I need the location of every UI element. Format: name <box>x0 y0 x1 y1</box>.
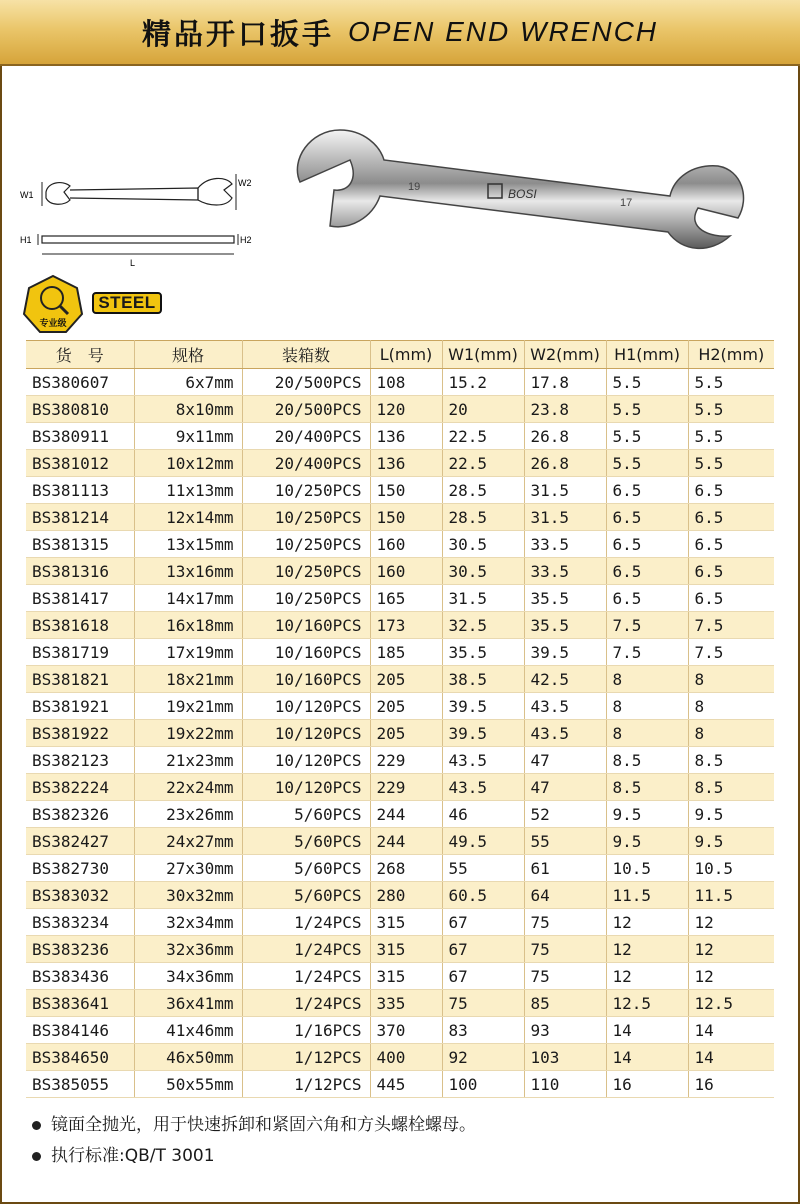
size-cell: 13x16mm <box>134 558 242 585</box>
table-row <box>26 396 774 423</box>
h2-cell: 10.5 <box>688 855 774 882</box>
size-cell: 50x55mm <box>134 1071 242 1098</box>
size-cell: 21x23mm <box>134 747 242 774</box>
w1-cell: 39.5 <box>442 720 524 747</box>
column-header: W1(mm) <box>442 341 524 369</box>
w2-cell: 103 <box>524 1044 606 1071</box>
length-cell: 150 <box>370 504 442 531</box>
packing-cell: 1/24PCS <box>242 990 370 1017</box>
wrench-product-image <box>290 120 750 260</box>
length-cell: 160 <box>370 558 442 585</box>
size-cell: 6x7mm <box>134 369 242 396</box>
packing-cell: 10/160PCS <box>242 639 370 666</box>
length-cell: 205 <box>370 693 442 720</box>
length-cell: 244 <box>370 801 442 828</box>
length-cell: 315 <box>370 963 442 990</box>
wrench-handle <box>70 188 198 200</box>
table-row <box>26 1071 774 1098</box>
table-row <box>26 531 774 558</box>
part-number-cell: BS381316 <box>26 558 134 585</box>
h1-cell: 6.5 <box>606 504 688 531</box>
table-row <box>26 639 774 666</box>
h1-cell: 6.5 <box>606 531 688 558</box>
size-cell: 19x21mm <box>134 693 242 720</box>
packing-cell: 1/16PCS <box>242 1017 370 1044</box>
h2-cell: 14 <box>688 1044 774 1071</box>
h2-cell: 7.5 <box>688 612 774 639</box>
packing-cell: 10/120PCS <box>242 774 370 801</box>
packing-cell: 5/60PCS <box>242 855 370 882</box>
h2-cell: 11.5 <box>688 882 774 909</box>
w1-cell: 92 <box>442 1044 524 1071</box>
w1-cell: 43.5 <box>442 774 524 801</box>
length-cell: 108 <box>370 369 442 396</box>
packing-cell: 5/60PCS <box>242 828 370 855</box>
table-row <box>26 450 774 477</box>
w1-label: W1 <box>20 190 34 200</box>
part-number-cell: BS383032 <box>26 882 134 909</box>
w1-cell: 35.5 <box>442 639 524 666</box>
h1-cell: 7.5 <box>606 639 688 666</box>
h1-cell: 12 <box>606 936 688 963</box>
table-row <box>26 747 774 774</box>
w1-cell: 46 <box>442 801 524 828</box>
h1-cell: 9.5 <box>606 801 688 828</box>
h1-cell: 14 <box>606 1044 688 1071</box>
h1-cell: 10.5 <box>606 855 688 882</box>
h2-label: H2 <box>240 235 252 245</box>
w1-cell: 75 <box>442 990 524 1017</box>
h2-cell: 14 <box>688 1017 774 1044</box>
w2-cell: 75 <box>524 936 606 963</box>
part-number-cell: BS380607 <box>26 369 134 396</box>
size-cell: 18x21mm <box>134 666 242 693</box>
column-header: W2(mm) <box>524 341 606 369</box>
table-row <box>26 882 774 909</box>
note-item <box>32 1110 476 1141</box>
table-row <box>26 423 774 450</box>
w2-cell: 23.8 <box>524 396 606 423</box>
w1-cell: 15.2 <box>442 369 524 396</box>
table-row <box>26 558 774 585</box>
size-cell: 22x24mm <box>134 774 242 801</box>
part-number-cell: BS381113 <box>26 477 134 504</box>
h2-cell: 5.5 <box>688 450 774 477</box>
title-cn: 精品开口扳手 <box>141 16 334 51</box>
h2-cell: 7.5 <box>688 639 774 666</box>
packing-cell: 10/250PCS <box>242 504 370 531</box>
part-number-cell: BS383641 <box>26 990 134 1017</box>
part-number-cell: BS383234 <box>26 909 134 936</box>
packing-cell: 20/400PCS <box>242 450 370 477</box>
length-cell: 315 <box>370 936 442 963</box>
badge-text: 专业级 <box>39 319 67 329</box>
h2-cell: 9.5 <box>688 828 774 855</box>
part-number-cell: BS381921 <box>26 693 134 720</box>
length-cell: 315 <box>370 909 442 936</box>
bullet-icon <box>32 1152 41 1161</box>
packing-cell: 1/24PCS <box>242 909 370 936</box>
length-cell: 160 <box>370 531 442 558</box>
length-cell: 244 <box>370 828 442 855</box>
length-cell: 165 <box>370 585 442 612</box>
table-row <box>26 963 774 990</box>
title-en: OPEN END WRENCH <box>348 16 659 47</box>
h1-cell: 8 <box>606 666 688 693</box>
size-cell: 19x22mm <box>134 720 242 747</box>
h1-cell: 8 <box>606 693 688 720</box>
note-text: 执行标准:QB/T 3001 <box>51 1146 215 1166</box>
w2-cell: 75 <box>524 909 606 936</box>
packing-cell: 10/250PCS <box>242 477 370 504</box>
w1-cell: 67 <box>442 909 524 936</box>
professional-grade-badge <box>22 274 84 334</box>
table-row <box>26 504 774 531</box>
w2-label: W2 <box>238 178 252 188</box>
table-row <box>26 990 774 1017</box>
w2-cell: 93 <box>524 1017 606 1044</box>
table-row <box>26 909 774 936</box>
table-row <box>26 1017 774 1044</box>
packing-cell: 1/12PCS <box>242 1071 370 1098</box>
size-cell: 13x15mm <box>134 531 242 558</box>
size-cell: 34x36mm <box>134 963 242 990</box>
part-number-cell: BS383436 <box>26 963 134 990</box>
w1-cell: 31.5 <box>442 585 524 612</box>
h1-cell: 8.5 <box>606 774 688 801</box>
h2-cell: 8 <box>688 720 774 747</box>
table-row <box>26 774 774 801</box>
h2-cell: 6.5 <box>688 504 774 531</box>
marking-size-right: 17 <box>620 197 633 209</box>
w2-cell: 47 <box>524 747 606 774</box>
part-number-cell: BS385055 <box>26 1071 134 1098</box>
table-row <box>26 936 774 963</box>
size-cell: 10x12mm <box>134 450 242 477</box>
w2-cell: 75 <box>524 963 606 990</box>
part-number-cell: BS382224 <box>26 774 134 801</box>
column-header: 装箱数 <box>242 341 370 369</box>
packing-cell: 10/120PCS <box>242 747 370 774</box>
l-label: L <box>130 258 136 268</box>
w1-cell: 100 <box>442 1071 524 1098</box>
length-cell: 185 <box>370 639 442 666</box>
column-header: 规格 <box>134 341 242 369</box>
h2-cell: 16 <box>688 1071 774 1098</box>
w2-cell: 35.5 <box>524 585 606 612</box>
table-row <box>26 585 774 612</box>
size-cell: 23x26mm <box>134 801 242 828</box>
part-number-cell: BS380810 <box>26 396 134 423</box>
table-row <box>26 369 774 396</box>
h2-cell: 12 <box>688 909 774 936</box>
packing-cell: 20/400PCS <box>242 423 370 450</box>
part-number-cell: BS384146 <box>26 1017 134 1044</box>
length-cell: 205 <box>370 720 442 747</box>
h1-cell: 5.5 <box>606 450 688 477</box>
notes <box>32 1110 476 1172</box>
w2-cell: 55 <box>524 828 606 855</box>
length-cell: 136 <box>370 450 442 477</box>
length-cell: 229 <box>370 774 442 801</box>
table-row <box>26 612 774 639</box>
size-cell: 46x50mm <box>134 1044 242 1071</box>
h1-cell: 12.5 <box>606 990 688 1017</box>
w1-cell: 30.5 <box>442 558 524 585</box>
h1-cell: 6.5 <box>606 558 688 585</box>
size-cell: 32x34mm <box>134 909 242 936</box>
packing-cell: 10/160PCS <box>242 612 370 639</box>
part-number-cell: BS382326 <box>26 801 134 828</box>
length-cell: 173 <box>370 612 442 639</box>
marking-size-left: 19 <box>408 181 421 193</box>
size-cell: 17x19mm <box>134 639 242 666</box>
w1-cell: 67 <box>442 936 524 963</box>
size-cell: 14x17mm <box>134 585 242 612</box>
packing-cell: 10/250PCS <box>242 585 370 612</box>
table-header-row <box>26 341 774 369</box>
column-header: L(mm) <box>370 341 442 369</box>
w2-cell: 85 <box>524 990 606 1017</box>
packing-cell: 20/500PCS <box>242 369 370 396</box>
h2-cell: 5.5 <box>688 423 774 450</box>
part-number-cell: BS381922 <box>26 720 134 747</box>
size-cell: 9x11mm <box>134 423 242 450</box>
h2-cell: 12.5 <box>688 990 774 1017</box>
packing-cell: 1/24PCS <box>242 963 370 990</box>
w2-cell: 42.5 <box>524 666 606 693</box>
size-cell: 41x46mm <box>134 1017 242 1044</box>
part-number-cell: BS382427 <box>26 828 134 855</box>
packing-cell: 10/250PCS <box>242 558 370 585</box>
packing-cell: 10/160PCS <box>242 666 370 693</box>
w2-cell: 43.5 <box>524 720 606 747</box>
w1-cell: 28.5 <box>442 477 524 504</box>
w2-cell: 39.5 <box>524 639 606 666</box>
h1-cell: 12 <box>606 963 688 990</box>
w1-cell: 30.5 <box>442 531 524 558</box>
h1-cell: 8 <box>606 720 688 747</box>
length-cell: 280 <box>370 882 442 909</box>
h1-cell: 6.5 <box>606 585 688 612</box>
w2-cell: 33.5 <box>524 558 606 585</box>
length-cell: 268 <box>370 855 442 882</box>
column-header: 货 号 <box>26 341 134 369</box>
part-number-cell: BS382123 <box>26 747 134 774</box>
w2-cell: 47 <box>524 774 606 801</box>
column-header: H2(mm) <box>688 341 774 369</box>
packing-cell: 10/120PCS <box>242 693 370 720</box>
w1-cell: 28.5 <box>442 504 524 531</box>
part-number-cell: BS381214 <box>26 504 134 531</box>
length-cell: 400 <box>370 1044 442 1071</box>
w2-cell: 31.5 <box>524 477 606 504</box>
table-row <box>26 828 774 855</box>
w1-cell: 55 <box>442 855 524 882</box>
part-number-cell: BS383236 <box>26 936 134 963</box>
packing-cell: 10/120PCS <box>242 720 370 747</box>
w2-cell: 61 <box>524 855 606 882</box>
length-cell: 335 <box>370 990 442 1017</box>
wrench-side-view <box>42 236 234 243</box>
w1-cell: 39.5 <box>442 693 524 720</box>
w2-cell: 17.8 <box>524 369 606 396</box>
table-row <box>26 477 774 504</box>
w1-cell: 20 <box>442 396 524 423</box>
h2-cell: 9.5 <box>688 801 774 828</box>
marking-brand: BOSI <box>508 187 537 201</box>
bullet-icon <box>32 1121 41 1130</box>
packing-cell: 5/60PCS <box>242 801 370 828</box>
h1-cell: 8.5 <box>606 747 688 774</box>
length-cell: 120 <box>370 396 442 423</box>
w1-cell: 22.5 <box>442 450 524 477</box>
w2-cell: 26.8 <box>524 423 606 450</box>
part-number-cell: BS381719 <box>26 639 134 666</box>
w2-cell: 110 <box>524 1071 606 1098</box>
length-cell: 370 <box>370 1017 442 1044</box>
packing-cell: 5/60PCS <box>242 882 370 909</box>
h1-cell: 11.5 <box>606 882 688 909</box>
w2-cell: 26.8 <box>524 450 606 477</box>
w2-cell: 64 <box>524 882 606 909</box>
h2-cell: 8.5 <box>688 774 774 801</box>
h1-cell: 5.5 <box>606 423 688 450</box>
size-cell: 32x36mm <box>134 936 242 963</box>
h2-cell: 6.5 <box>688 531 774 558</box>
w1-cell: 38.5 <box>442 666 524 693</box>
length-cell: 205 <box>370 666 442 693</box>
w1-cell: 22.5 <box>442 423 524 450</box>
size-cell: 8x10mm <box>134 396 242 423</box>
table-row <box>26 801 774 828</box>
size-cell: 30x32mm <box>134 882 242 909</box>
part-number-cell: BS381012 <box>26 450 134 477</box>
h1-cell: 6.5 <box>606 477 688 504</box>
size-cell: 36x41mm <box>134 990 242 1017</box>
part-number-cell: BS381821 <box>26 666 134 693</box>
length-cell: 445 <box>370 1071 442 1098</box>
w1-cell: 83 <box>442 1017 524 1044</box>
h1-cell: 12 <box>606 909 688 936</box>
w1-cell: 43.5 <box>442 747 524 774</box>
h2-cell: 6.5 <box>688 477 774 504</box>
table-row <box>26 693 774 720</box>
h2-cell: 8 <box>688 666 774 693</box>
column-header: H1(mm) <box>606 341 688 369</box>
size-cell: 16x18mm <box>134 612 242 639</box>
table-row <box>26 720 774 747</box>
table-row <box>26 666 774 693</box>
size-cell: 12x14mm <box>134 504 242 531</box>
h2-cell: 6.5 <box>688 558 774 585</box>
h2-cell: 8.5 <box>688 747 774 774</box>
h2-cell: 6.5 <box>688 585 774 612</box>
part-number-cell: BS381618 <box>26 612 134 639</box>
h1-cell: 9.5 <box>606 828 688 855</box>
h2-cell: 5.5 <box>688 396 774 423</box>
h1-cell: 5.5 <box>606 369 688 396</box>
part-number-cell: BS382730 <box>26 855 134 882</box>
packing-cell: 1/24PCS <box>242 936 370 963</box>
h2-cell: 12 <box>688 963 774 990</box>
note-text: 镜面全抛光，用于快速拆卸和紧固六角和方头螺栓螺母。 <box>51 1115 476 1135</box>
table-row <box>26 855 774 882</box>
w1-cell: 32.5 <box>442 612 524 639</box>
length-cell: 229 <box>370 747 442 774</box>
material-tag: STEEL <box>92 292 162 314</box>
dimension-diagram <box>18 170 254 270</box>
h2-cell: 8 <box>688 693 774 720</box>
w2-cell: 52 <box>524 801 606 828</box>
size-cell: 11x13mm <box>134 477 242 504</box>
size-cell: 27x30mm <box>134 855 242 882</box>
table-row <box>26 1044 774 1071</box>
page-header <box>0 0 800 66</box>
w2-cell: 43.5 <box>524 693 606 720</box>
part-number-cell: BS381315 <box>26 531 134 558</box>
note-item <box>32 1141 476 1172</box>
packing-cell: 20/500PCS <box>242 396 370 423</box>
h1-cell: 5.5 <box>606 396 688 423</box>
packing-cell: 1/12PCS <box>242 1044 370 1071</box>
h1-cell: 14 <box>606 1017 688 1044</box>
part-number-cell: BS384650 <box>26 1044 134 1071</box>
size-cell: 24x27mm <box>134 828 242 855</box>
wrench-head-right <box>198 178 232 205</box>
part-number-cell: BS381417 <box>26 585 134 612</box>
w2-cell: 31.5 <box>524 504 606 531</box>
w2-cell: 35.5 <box>524 612 606 639</box>
part-number-cell: BS380911 <box>26 423 134 450</box>
w2-cell: 33.5 <box>524 531 606 558</box>
h1-cell: 7.5 <box>606 612 688 639</box>
w1-cell: 67 <box>442 963 524 990</box>
w1-cell: 60.5 <box>442 882 524 909</box>
packing-cell: 10/250PCS <box>242 531 370 558</box>
h1-cell: 16 <box>606 1071 688 1098</box>
length-cell: 136 <box>370 423 442 450</box>
w1-cell: 49.5 <box>442 828 524 855</box>
wrench-head-left <box>46 183 70 205</box>
h1-label: H1 <box>20 235 32 245</box>
h2-cell: 12 <box>688 936 774 963</box>
h2-cell: 5.5 <box>688 369 774 396</box>
length-cell: 150 <box>370 477 442 504</box>
spec-table <box>26 340 774 1098</box>
